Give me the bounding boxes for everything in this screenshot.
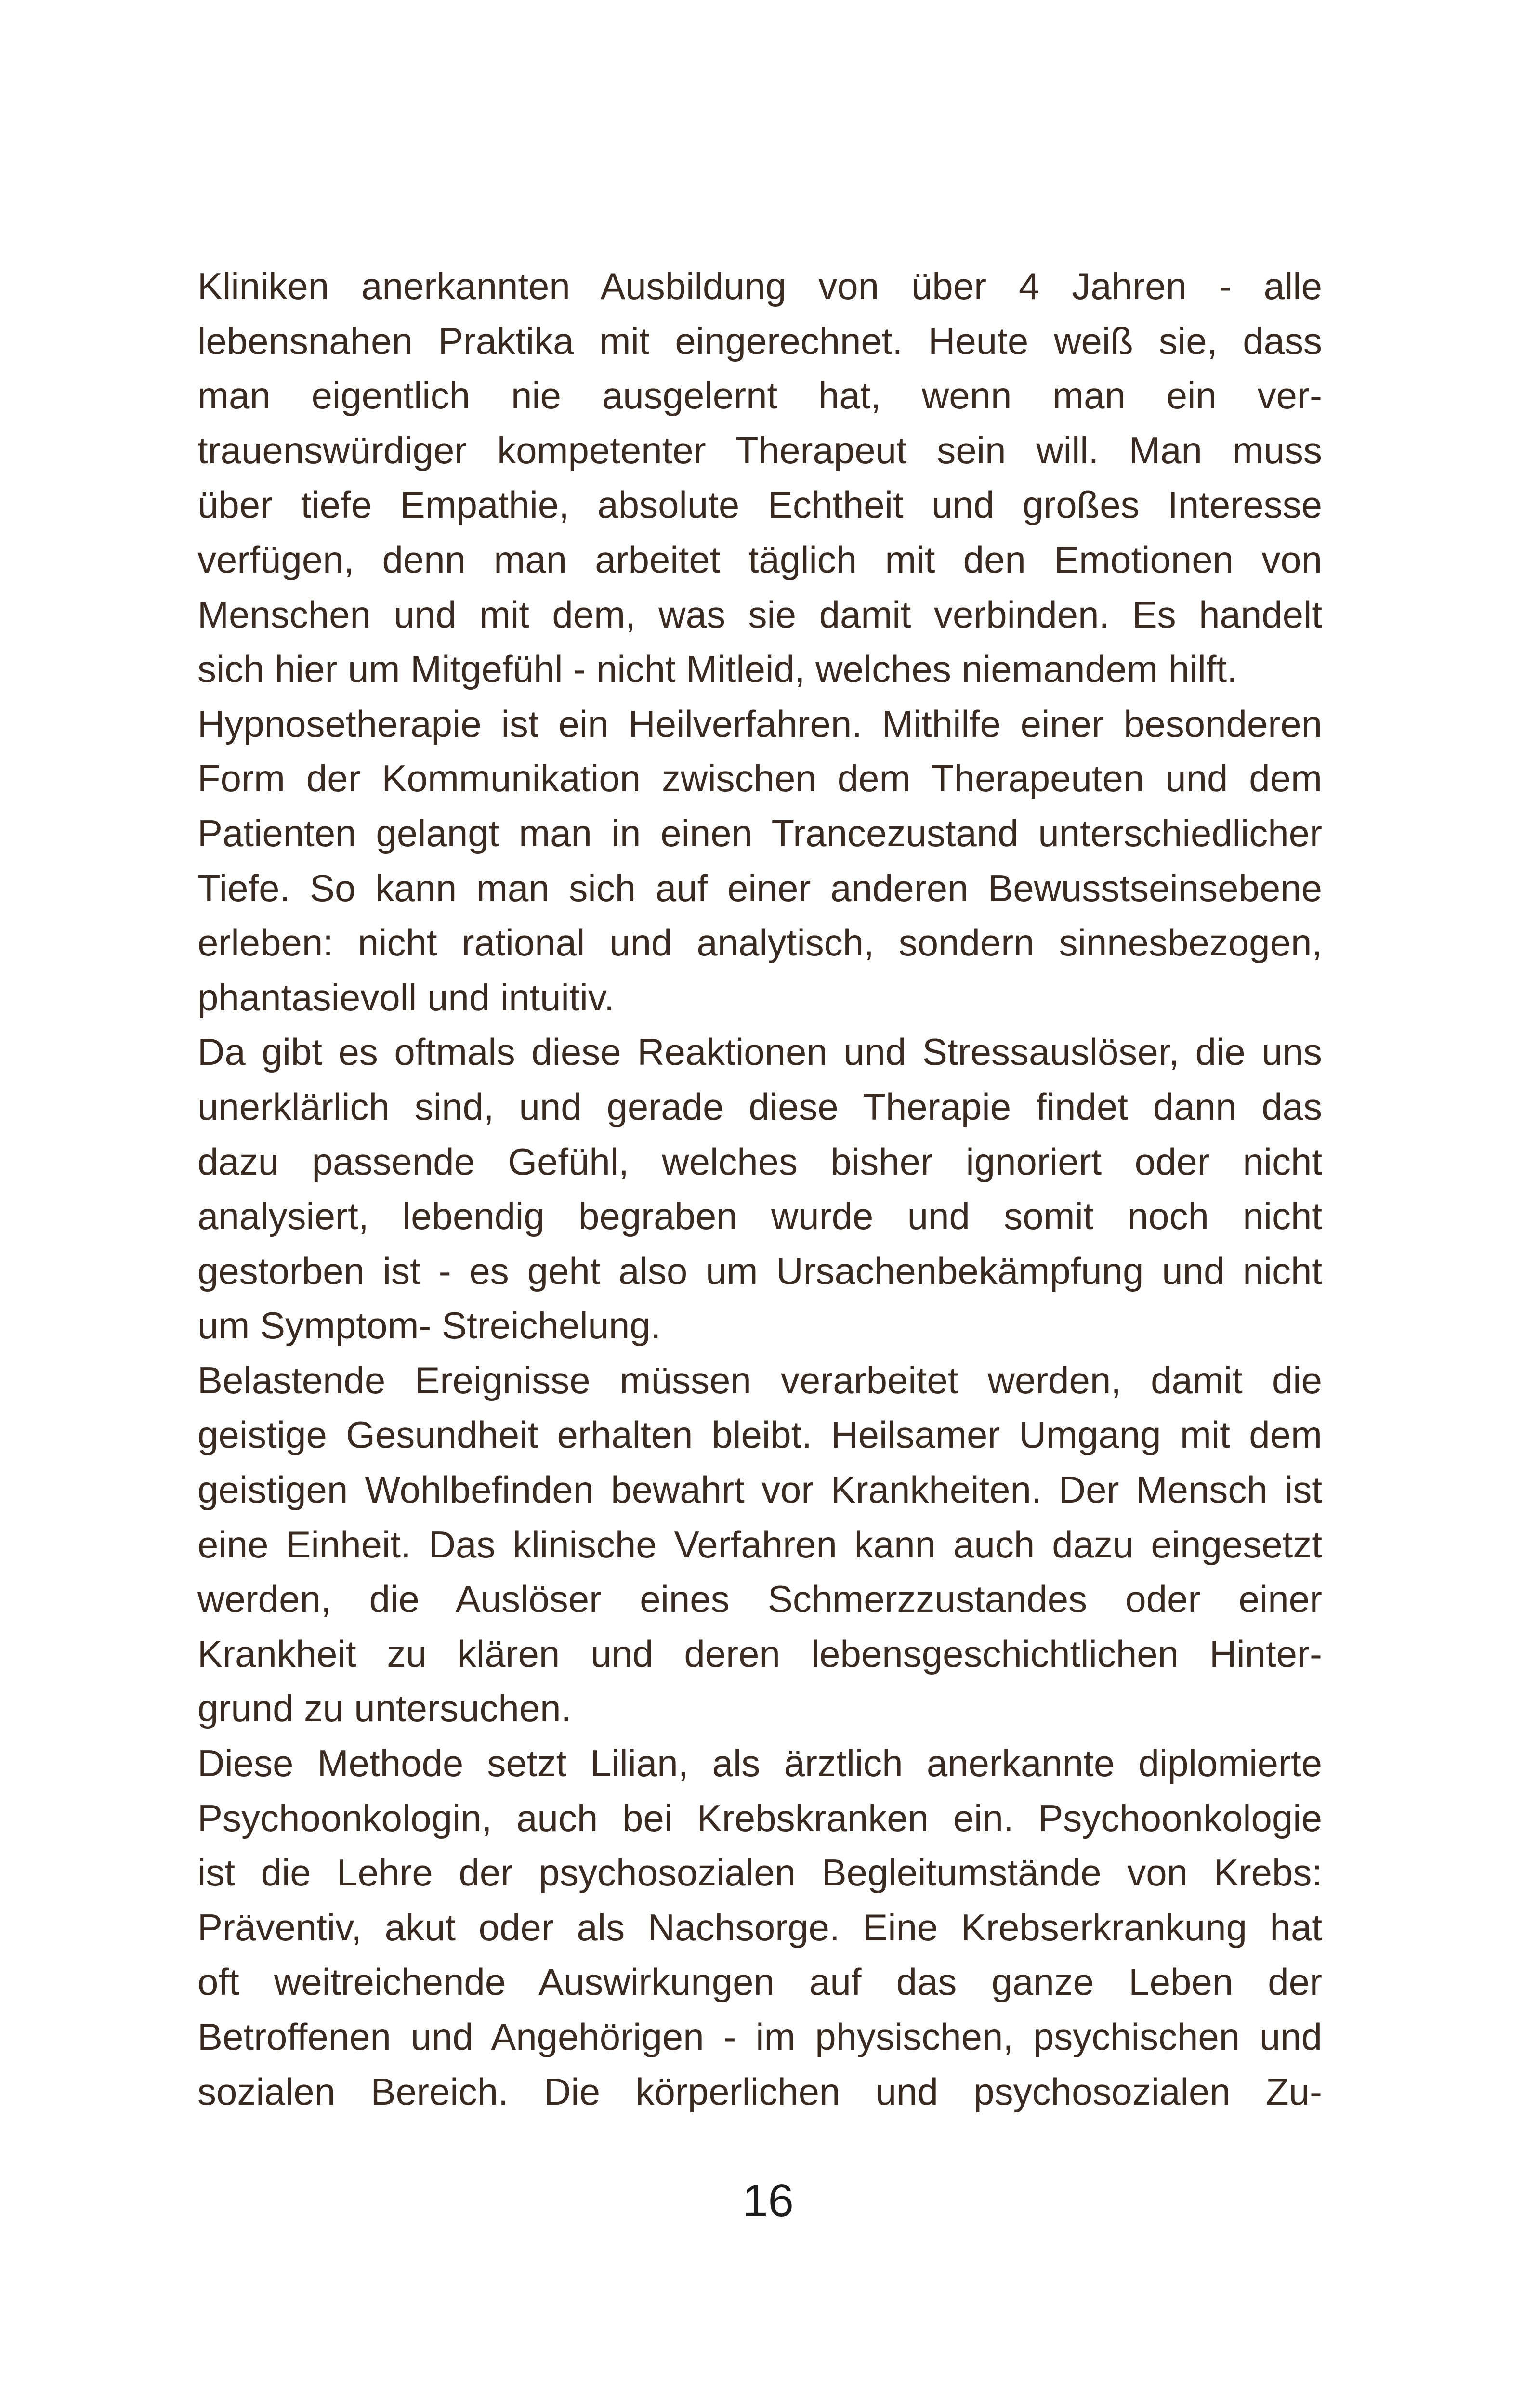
text-line: trauenswürdiger kompetenter Therapeut sein will. Man muss	[197, 429, 1322, 471]
text-line: eine Einheit. Das klinische Verfahren kann auch dazu eingesetzt	[197, 1523, 1322, 1566]
body-text	[197, 259, 1322, 2119]
text-line: Psychoonkologin, auch bei Krebskranken ein. Psychoonkologie	[197, 1796, 1322, 1839]
text-line: unerklärlich sind, und gerade diese Therapie findet dann das	[197, 1085, 1322, 1128]
text-line: oft weitreichende Auswirkungen auf das ganze Leben der	[197, 1961, 1322, 2003]
text-line: sozialen Bereich. Die körperlichen und psychosozialen Zu-	[197, 2070, 1322, 2113]
text-line: man eigentlich nie ausgelernt hat, wenn man ein ver-	[197, 374, 1322, 417]
text-line: Präventiv, akut oder als Nachsorge. Eine Krebserkrankung hat	[197, 1906, 1322, 1949]
text-line: über tiefe Empathie, absolute Echtheit und großes Interesse	[197, 484, 1322, 526]
text-line: lebensnahen Praktika mit eingerechnet. Heute weiß sie, dass	[197, 319, 1322, 362]
text-line: Betroffenen und Angehörigen - im physischen, psychischen und	[197, 2015, 1322, 2058]
text-line: Krankheit zu klären und deren lebensgeschichtlichen Hinter-	[197, 1632, 1322, 1675]
text-line: gestorben ist - es geht also um Ursachenbekämpfung und nicht	[197, 1249, 1322, 1292]
text-line: Hypnosetherapie ist ein Heilverfahren. Mithilfe einer besonderen	[197, 702, 1322, 745]
text-line: Diese Methode setzt Lilian, als ärztlich anerkannte diplomierte	[197, 1742, 1322, 1785]
text-line: Tiefe. So kann man sich auf einer anderen Bewusstseinsebene	[197, 866, 1322, 909]
text-line: Patienten gelangt man in einen Trancezustand unterschiedlicher	[197, 811, 1322, 854]
text-line: geistigen Wohlbefinden bewahrt vor Krankheiten. Der Mensch ist	[197, 1468, 1322, 1511]
page-number: 16	[742, 2175, 794, 2226]
text-line: verfügen, denn man arbeitet täglich mit den Emotionen von	[197, 538, 1322, 581]
text-line: Kliniken anerkannten Ausbildung von über 4 Jahren - alle	[197, 265, 1322, 307]
text-line: Menschen und mit dem, was sie damit verbinden. Es handelt	[197, 593, 1322, 636]
text-line: dazu passende Gefühl, welches bisher ignoriert oder nicht	[197, 1140, 1322, 1183]
text-line: Form der Kommunikation zwischen dem Therapeuten und dem	[197, 757, 1322, 800]
text-line: erleben: nicht rational und analytisch, sondern sinnesbezogen,	[197, 921, 1322, 964]
text-line: grund zu untersuchen.	[197, 1687, 572, 1730]
text-line: werden, die Auslöser eines Schmerzzustandes oder einer	[197, 1578, 1322, 1621]
text-line: um Symptom- Streichelung.	[197, 1304, 661, 1347]
text-line: Da gibt es oftmals diese Reaktionen und Stressauslöser, die uns	[197, 1031, 1322, 1073]
text-line: ist die Lehre der psychosozialen Begleitumstände von Krebs:	[197, 1851, 1322, 1894]
text-line: sich hier um Mitgefühl - nicht Mitleid, welches niemandem hilft.	[197, 648, 1237, 691]
text-line: Belastende Ereignisse müssen verarbeitet werden, damit die	[197, 1359, 1322, 1401]
text-line: geistige Gesundheit erhalten bleibt. Heilsamer Umgang mit dem	[197, 1413, 1322, 1456]
text-line: phantasievoll und intuitiv.	[197, 976, 615, 1019]
text-line: analysiert, lebendig begraben wurde und somit noch nicht	[197, 1195, 1322, 1238]
